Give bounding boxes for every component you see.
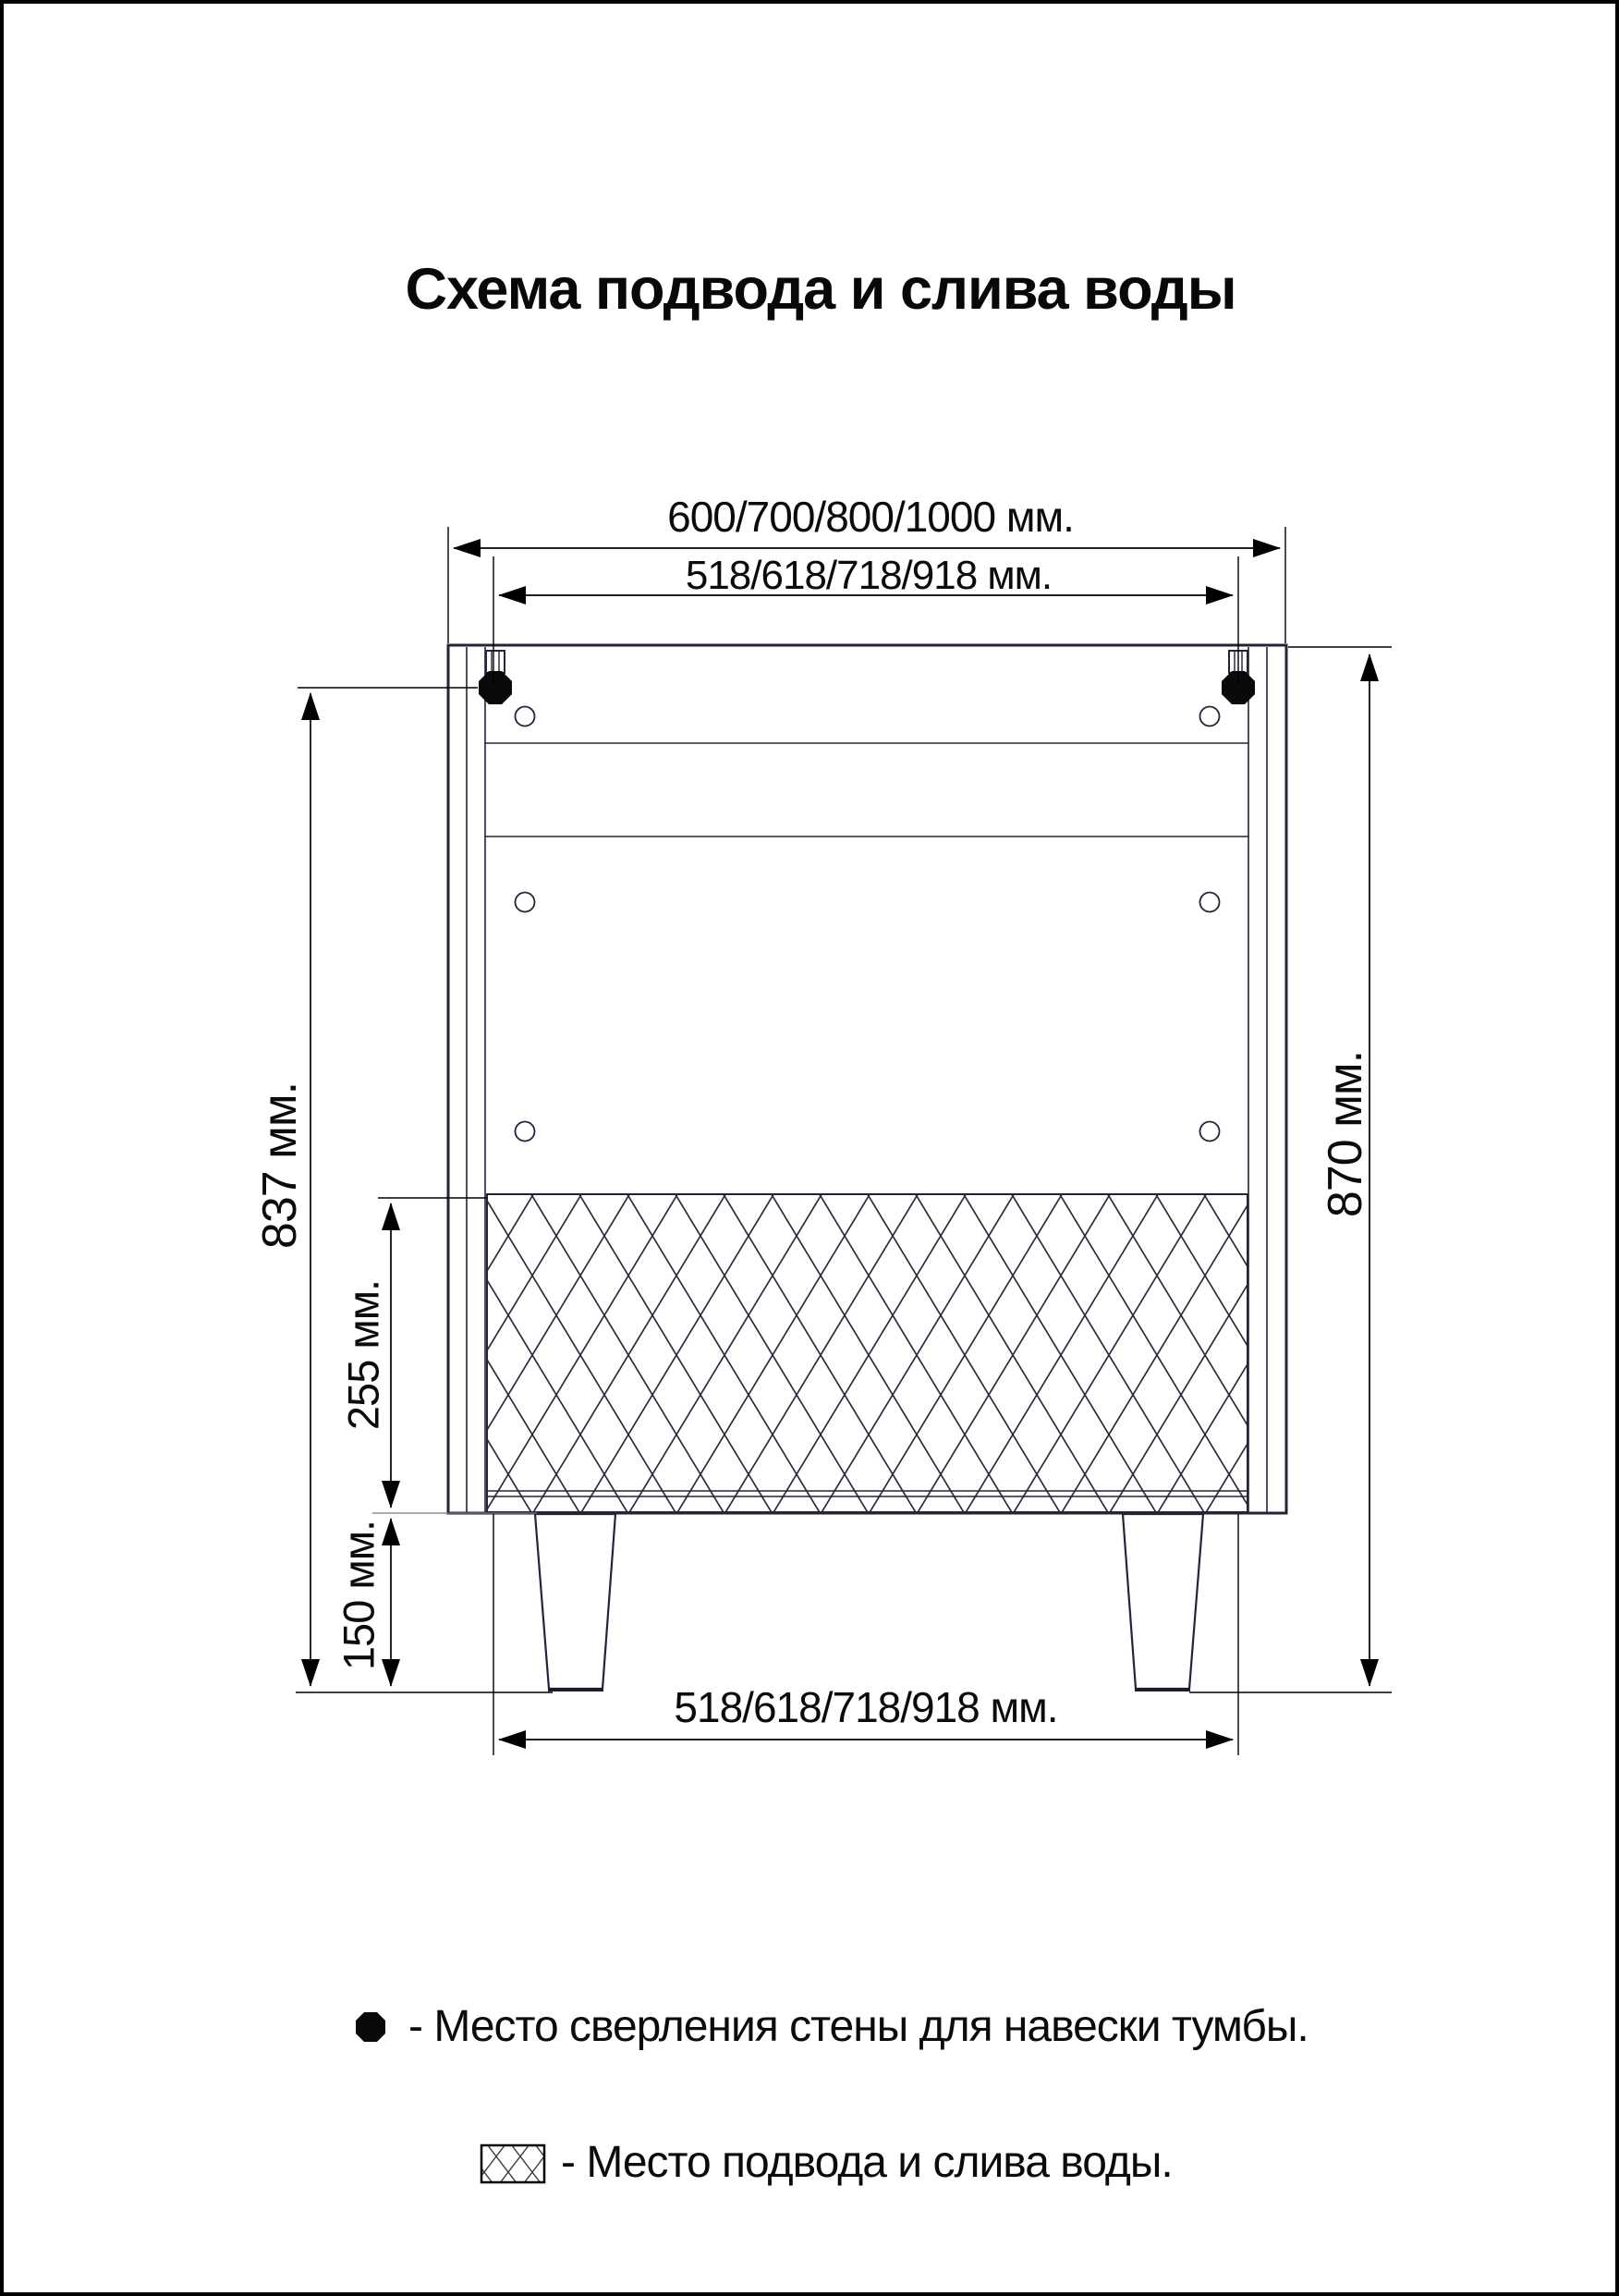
legend-drill-label: - Место сверления стены для навески тумбы. [408,2002,1309,2051]
vanity-front-view-drawing [4,4,1619,2296]
page-title: Схема подвода и слива воды [405,257,1236,322]
pin-hole [516,707,535,727]
pin-hole [1200,1122,1220,1142]
dim-top-outer-label: 600/700/800/1000 мм. [667,493,1074,541]
dim-bottom-label: 518/618/718/918 мм. [674,1683,1058,1731]
screw-stub-left [486,651,505,673]
pin-hole [1200,893,1220,912]
water-zone-hatch [487,1194,1248,1512]
dim-top-inner-label: 518/618/718/918 мм. [685,553,1053,598]
pin-hole [516,1122,535,1142]
dim-leg-height-label: 150 мм. [334,1520,383,1671]
leg-left [535,1514,615,1689]
legend-water-label: - Место подвода и слива воды. [561,2138,1173,2187]
pin-hole [1200,707,1220,727]
legend-water-zone-icon [481,2145,544,2182]
pin-hole [516,893,535,912]
dim-right-height-label: 870 мм. [1319,1050,1372,1218]
cabinet-legs [535,1514,1203,1690]
cabinet-body [448,645,1286,1513]
legend-drill-point-icon [356,2012,385,2042]
dim-hatch-height-label: 255 мм. [338,1279,388,1431]
dim-left-height-label: 837 мм. [253,1081,307,1250]
leg-right [1123,1514,1203,1689]
